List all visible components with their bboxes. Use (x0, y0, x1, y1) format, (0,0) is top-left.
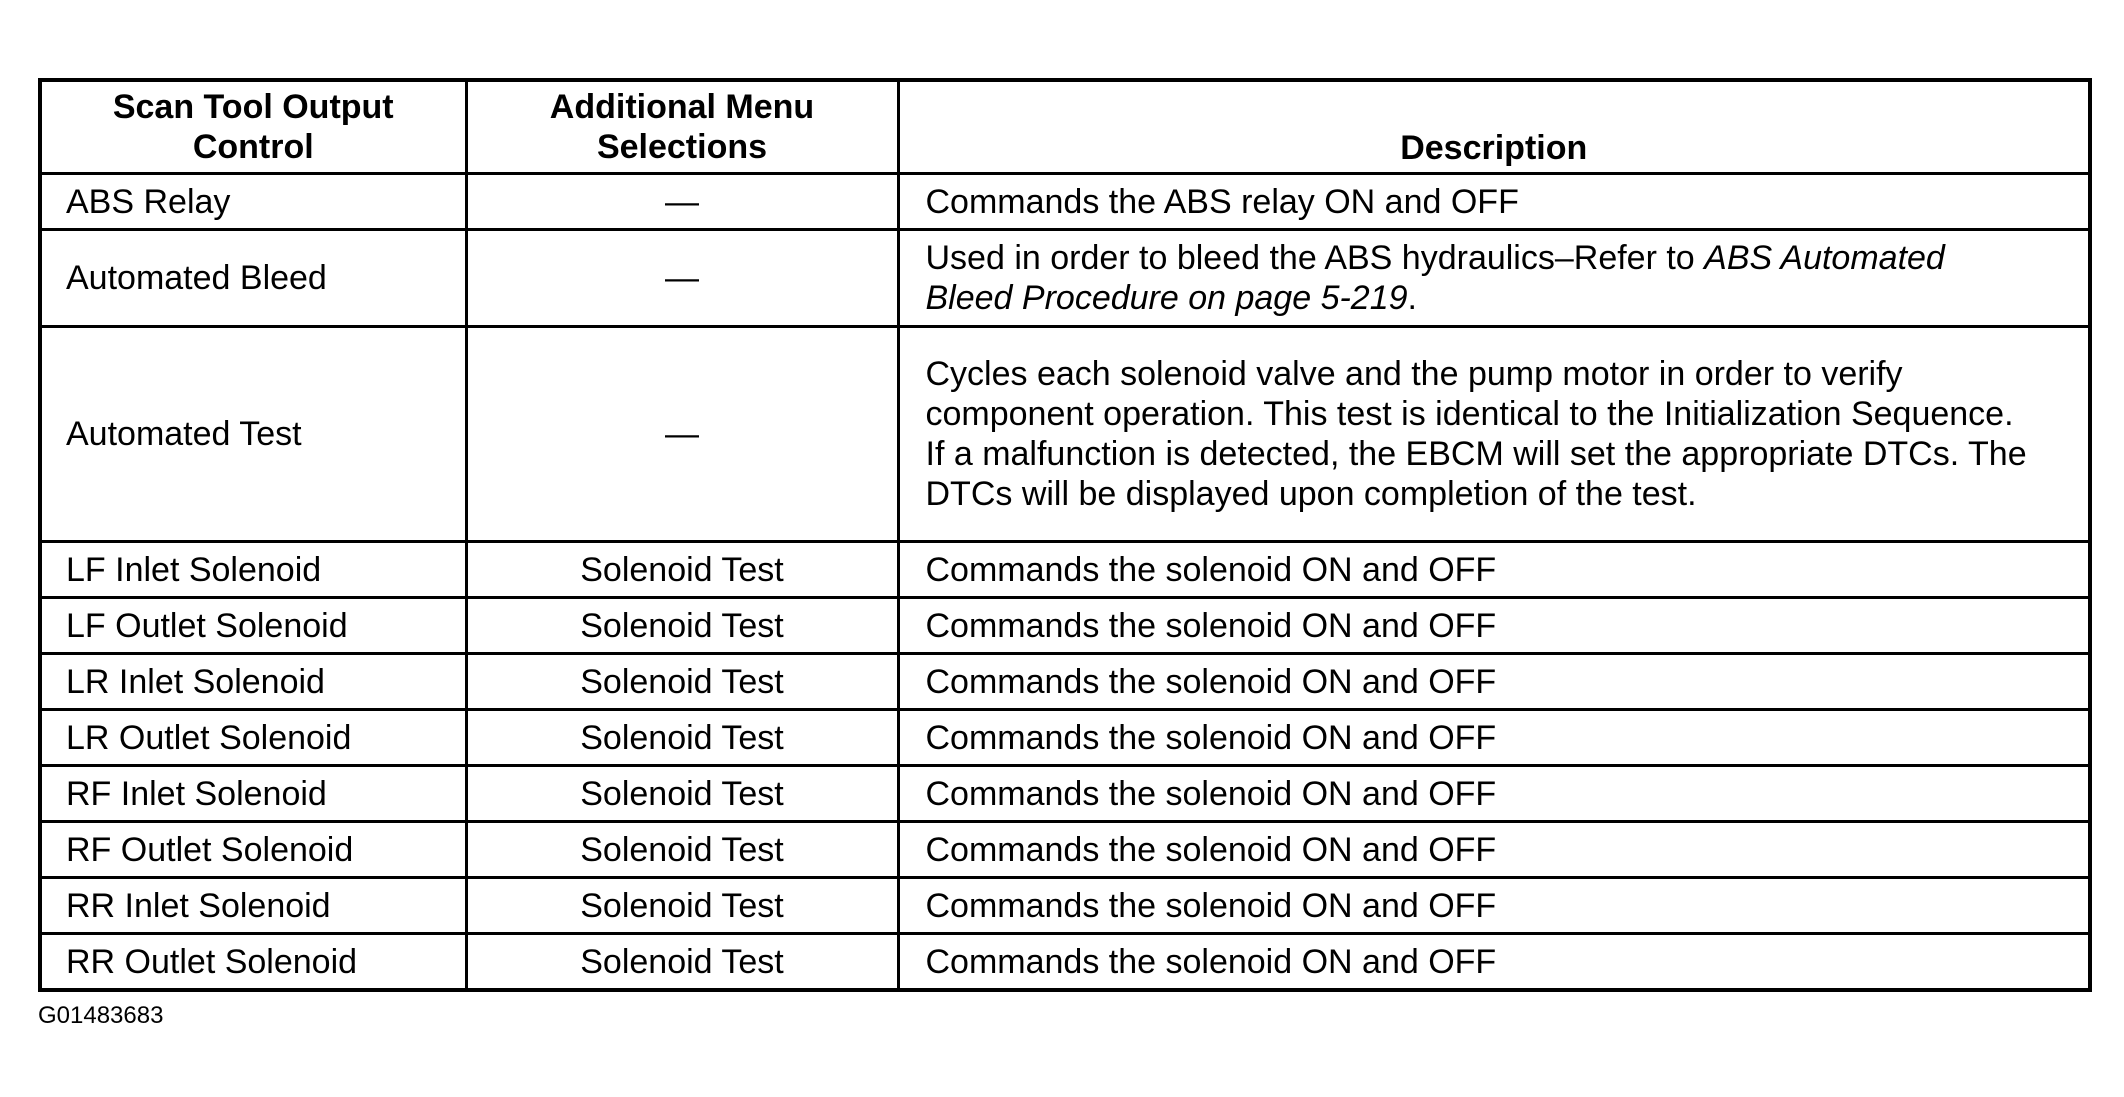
figure-id-label: G01483683 (38, 1002, 164, 1029)
table-row-automated-bleed (40, 230, 2090, 327)
menu-cell: Solenoid Test (466, 878, 898, 934)
control-cell: Automated Test (40, 327, 466, 542)
menu-cell: Solenoid Test (466, 542, 898, 598)
output-control-table (38, 78, 2092, 992)
table-row-automated-test (40, 327, 2090, 542)
description-cell: Commands the solenoid ON and OFF (898, 878, 2090, 934)
description-cell: Commands the solenoid ON and OFF (898, 934, 2090, 991)
menu-cell: Solenoid Test (466, 934, 898, 991)
table-header (40, 80, 2090, 174)
menu-cell: Solenoid Test (466, 710, 898, 766)
menu-cell: Solenoid Test (466, 822, 898, 878)
table-row-lf-inlet-solenoid (40, 542, 2090, 598)
table-row-abs-relay (40, 174, 2090, 230)
control-cell: LR Outlet Solenoid (40, 710, 466, 766)
control-cell: ABS Relay (40, 174, 466, 230)
description-cell (898, 230, 2090, 327)
table-body (40, 174, 2090, 991)
control-cell: LR Inlet Solenoid (40, 654, 466, 710)
description-cell: Commands the solenoid ON and OFF (898, 822, 2090, 878)
description-cell: Commands the solenoid ON and OFF (898, 542, 2090, 598)
header-additional-menu-selections: Additional Menu Selections (466, 80, 898, 174)
table-row-lr-inlet-solenoid (40, 654, 2090, 710)
control-cell: LF Inlet Solenoid (40, 542, 466, 598)
menu-cell: — (466, 230, 898, 327)
control-cell: Automated Bleed (40, 230, 466, 327)
control-cell: RR Outlet Solenoid (40, 934, 466, 991)
description-cell: Cycles each solenoid valve and the pump motor in order to verify component operation. This test is identical to the Initialization Sequence. If a malfunction is detected, the EBCM will set the appropriate DTCs. The DTCs will be displayed upon completion of the test. (898, 327, 2090, 542)
description-cell: Commands the solenoid ON and OFF (898, 766, 2090, 822)
menu-cell: — (466, 327, 898, 542)
header-description: Description (898, 80, 2090, 174)
table-row-lr-outlet-solenoid (40, 710, 2090, 766)
description-suffix: . (1407, 279, 1417, 317)
table-row-rf-inlet-solenoid (40, 766, 2090, 822)
menu-cell: Solenoid Test (466, 654, 898, 710)
header-scan-tool-output-control: Scan Tool Output Control (40, 80, 466, 174)
procedure-reference: ABS Automated Bleed Procedure on page 5-219 (925, 239, 1945, 317)
table-row-rr-outlet-solenoid (40, 934, 2090, 991)
control-cell: LF Outlet Solenoid (40, 598, 466, 654)
control-cell: RR Inlet Solenoid (40, 878, 466, 934)
table-row-rr-inlet-solenoid (40, 878, 2090, 934)
menu-cell: — (466, 174, 898, 230)
table-row-lf-outlet-solenoid (40, 598, 2090, 654)
description-cell: Commands the solenoid ON and OFF (898, 710, 2090, 766)
description-cell: Commands the ABS relay ON and OFF (898, 174, 2090, 230)
menu-cell: Solenoid Test (466, 766, 898, 822)
description-text: Used in order to bleed the ABS hydraulics–Refer to (925, 239, 1705, 277)
header-row (40, 80, 2090, 174)
menu-cell: Solenoid Test (466, 598, 898, 654)
control-cell: RF Inlet Solenoid (40, 766, 466, 822)
description-cell: Commands the solenoid ON and OFF (898, 598, 2090, 654)
control-cell: RF Outlet Solenoid (40, 822, 466, 878)
description-cell: Commands the solenoid ON and OFF (898, 654, 2090, 710)
table-row-rf-outlet-solenoid (40, 822, 2090, 878)
